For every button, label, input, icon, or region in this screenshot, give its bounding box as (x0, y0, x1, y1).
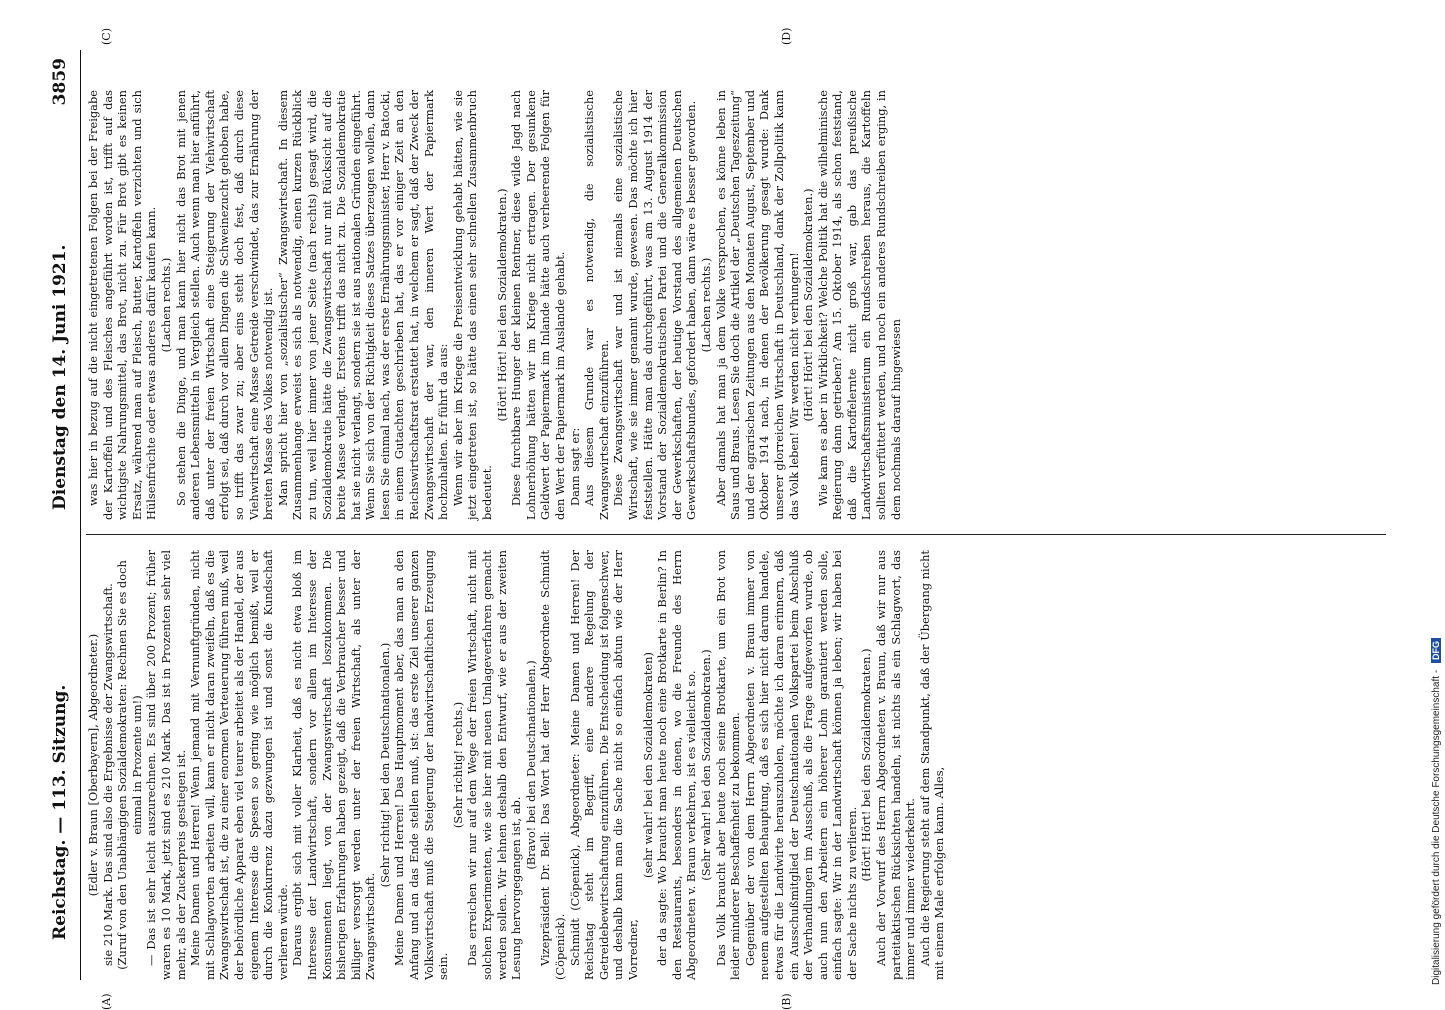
paragraph: Aber damals hat man ja dem Volke versprochen, es könne leben in Saus und Braus. Lesen Sie doch die Artikel der „Deutschen Tageszeitung“ und der agrarischen Zeitungen aus den Monaten August, September und Oktober 1914 nach, in denen der Bevölkerung gesagt wurde: Dank unserer glorreichen Wirtschaft in Deutschland, dank der Zollpolitik kann das Volk leben! Wir werden nicht verhungern! (713, 90, 801, 520)
paragraph: Daraus ergibt sich mit voller Klarheit, daß es nicht etwa bloß im Interesse der Landwirtschaft, sondern vor allem im Interesse der Konsumenten liegt, von der Zwangswirtschaft loszukommen. Die bisherigen Erfahrungen haben gezeigt, daß die Verbraucher besser und billiger versorgt werden unter der freien Wirtschaft, als unter der Zwangswirtschaft. (290, 550, 378, 980)
paragraph: was hier in bezug auf die nicht eingetretenen Folgen bei der Freigabe der Kartoffeln und des Fleisches angeführt worden ist, trifft auf das wichtigste Nahrungsmittel, das Brot, nicht zu. Für Brot gibt es keinen Ersatz, während man auf Fleisch, Butter, Kartoffeln verzichten und sich Hülsenfrüchte oder etwas anderes dafür kaufen kann. (86, 90, 159, 520)
paragraph: Auch der Vorwurf des Herrn Abgeordneten v. Braun, daß wir nur aus parteitaktischen Rücksichten handeln, ist nichts als ein Schlagwort, das immer und immer wiederkehrt. (874, 550, 918, 980)
text-column-left (86, 550, 1386, 980)
paragraph: Diese furchtbare Hunger der kleinen Rentner, diese wilde Jagd nach Lohnerhöhung hätten wir im Kriege nicht ertragen. Der gesunkene Geldwert der Papiermark im Inlande hätte auch verheerende Folgen für den Wert der Papiermark im Auslande gehabt. (509, 90, 567, 520)
column-divider (86, 534, 1386, 535)
paragraph: (Zuruf von den Unabhängigen Sozialdemokraten: Rechnen Sie es doch einmal in Prozente um!) (115, 560, 144, 970)
paragraph: (Sehr wahr! bei den Sozialdemokraten.) (698, 649, 713, 881)
margin-marker-d: (D) (780, 27, 793, 45)
header-page-number: 3859 (50, 58, 70, 106)
paragraph: (sehr wahr! bei den Sozialdemokraten) (640, 652, 655, 878)
paragraph: Das erreichen wir nur auf dem Wege der freien Wirtschaft, nicht mit solchen Experimenten, wie sie hier mit neuen Umlageverfahren gemacht werden sollen. Wir lehnen deshalb den Entwurf, wie er aus der zweiten Lesung hervorgegangen ist, ab. (465, 550, 524, 980)
paragraph: Wie kam es aber in Wirklichkeit? Welche Politik hat die wilhelminische Regierung dann getrieben? Am 15. Oktober 1914, als schon feststand, daß die Kartoffelernte nicht groß war, gab das preußische Landwirtschaftsministerium ein Rundschreiben heraus, die Kartoffeln sollten verfüttert werden, und noch ein anderes Rundschreiben erging, in dem nochmals darauf hingewiesen (815, 90, 903, 520)
paragraph: Vizepräsident Dr. Bell: Das Wort hat der Herr Abgeordnete Schmidt (Cöpenick). (538, 550, 567, 980)
paragraph: Schmidt (Cöpenick), Abgeordneter: Meine Damen und Herren! Der Reichstag steht im Begriff, eine andere Regelung der Getreidebewirtschaftung einzuführen. Die Entscheidung ist folgenschwer, und deshalb kann man die Sache nicht so einfach abtun wie der Herr Vorredner, (567, 550, 640, 980)
paragraph: (Sehr richtig! bei den Deutschnationalen.) (377, 642, 392, 888)
paragraph: Diese Zwangswirtschaft war und ist niemals eine sozialistische Wirtschaft, wie sie immer genannt wurde, gewesen. Das möchte ich hier feststellen. Hätte man das durchgeführt, was am 13. August 1914 der Vorstand der Sozialdemokratischen Partei und die Generalkommission der Gewerkschaften, der heutige Vorstand des allgemeinen Deutschen Gewerkschaftsbundes, gefordert haben, dann wäre es besser geworden. (611, 90, 699, 520)
header-center: Dienstag den 14. Juni 1921. (50, 244, 70, 510)
margin-marker-a: (A) (100, 993, 113, 1010)
paragraph: Wenn wir aber im Kriege die Preisentwicklung gehabt hätten, wie sie jetzt eingetreten ist, so hätte das einen sehr schnellen Zusammenbruch bedeutet. (450, 90, 495, 520)
paragraph: (Hört! Hört! bei den Sozialdemokraten.) (859, 648, 874, 882)
paragraph: (Lachen rechts.) (158, 257, 173, 353)
paragraph: — Das ist sehr leicht auszurechnen. Es sind über 200 Prozent; früher waren es 10 Mark, jetzt sind es 210 Mark. Das ist in Prozenten sehr viel mehr, als der Zuckerpreis gestiegen ist. (144, 550, 188, 980)
margin-marker-b: (B) (780, 993, 793, 1010)
paragraph: (Hört! Hört! bei den Sozialdemokraten.) (494, 188, 509, 422)
paragraph: (Hört! Hört! bei den Sozialdemokraten.) (801, 188, 816, 422)
credit-text: Digitalisierung gefördert durch die Deutsche Forschungsgemeinschaft - (1431, 669, 1442, 985)
paragraph: (Bravo! bei den Deutschnationalen.) (523, 660, 538, 870)
paragraph: So stehen die Dinge, und man kann hier nicht das Brot mit jenen anderen Lebensmitteln in Vergleich stellen. Auch wenn man hier anführt, daß unter der freien Wirtschaft eine Steigerung der Viehwirtschaft erfolgt sei, daß durch vor allem Dingen die Schweinezucht gehoben habe, so trifft das zwar zu; aber eins steht doch fest, daß durch diese Viehwirtschaft eine Masse Getreide verschwindet, das zur Ernährung der breiten Masse des Volkes notwendig ist. (173, 90, 276, 520)
paragraph: (Edler v. Braun [Oberbayern], Abgeordneter.) (86, 633, 100, 897)
paragraph: Aus diesem Grunde war es notwendig, die sozialistische Zwangswirtschaft einzuführen. (582, 90, 611, 520)
paragraph: Meine Damen und Herren! Wenn jemand mit Vernunftgründen, nicht mit Schlagworten arbeiten will, kann er nicht daran zweifeln, daß es die Zwangswirtschaft ist, die zu einer enormen Verteuerung führen muß, weil der behördliche Apparat eben viel teurer arbeitet als der Handel, der aus eigenem Interesse die Spesen so gering wie möglich bemißt, weil er durch die Konkurrenz dazu gezwungen ist und sonst die Kundschaft verlieren würde. (188, 550, 290, 980)
rotated-page (40, 27, 1400, 1010)
paragraph: Das Volk braucht aber heute noch seine Brotkarte, um ein Brot von leider minderer Beschaffenheit zu bekommen. (713, 550, 743, 980)
paragraph: (Lachen rechts.) (698, 257, 713, 353)
paragraph: (Sehr richtig! rechts.) (450, 701, 465, 829)
page-header (40, 50, 81, 980)
paragraph: Man spricht hier von „sozialistischer“ Zwangswirtschaft. In diesem Zusammenhange erweist es sich als notwendig, einen kurzen Rückblick zu tun, weil hier immer von jener Seite (nach rechts) gesagt wird, die Sozialdemokratie hätte die Zwangswirtschaft nur mit Rücksicht auf die breite Masse verlangt. Erstens trifft das nicht zu. Die Sozialdemokratie hat sie nicht verlangt, sondern sie ist aus nationalen Gründen eingeführt. Wenn Sie sich von der Richtigkeit dieses Satzes überzeugen wollen, dann lesen Sie einmal nach, was der erste Ernährungsminister, Herr v. Batocki, in einem Gutachten geschrieben hat, das er vor einiger Zeit an den Reichswirtschaftsrat erstattet hat, in welchem er sagt, daß der Zweck der Zwangswirtschaft der war, den inneren Wert der Papiermark hochzuhalten. Er führt da aus: (275, 90, 451, 520)
text-column-right (86, 90, 1386, 520)
header-left: Reichstag. — 113. Sitzung. (50, 684, 70, 940)
paragraph: der da sagte: Wo braucht man heute noch eine Brotkarte in Berlin? In den Restaurants, besonders in denen, wo die Freunde des Herrn Abgeordneten v. Braun verkehren, ist es vielleicht so. (655, 550, 699, 980)
paragraph: Meine Damen und Herren! Das Hauptmoment aber, das man an den Anfang und an das Ende stellen muß, ist: das erste Ziel unserer ganzen Volkswirtschaft muß die Steigerung der landwirtschaftlichen Erzeugung sein. (392, 550, 451, 980)
margin-marker-c: (C) (100, 28, 113, 45)
digitization-credit (1418, 10, 1442, 995)
paragraph: sie 210 Mark. Das sind also die Ergebnisse der Zwangswirtschaft. (100, 583, 115, 966)
dfg-logo: DFG (1431, 638, 1441, 663)
paragraph: Auch die Regierung steht auf dem Standpunkt, daß der Übergang nicht mit einem Male erfolgen kann. Alles, (917, 550, 947, 980)
paragraph: Gegenüber der von dem Herrn Abgeordneten v. Braun immer von neuem aufgestellten Behauptung, daß es sich hier nicht darum handele, etwas für die Landwirte herauszuholen, möchte ich daran erinnern, daß ein Ausschußmitglied der Deutschnationalen Volkspartei beim Abschluß der Verhandlungen im Ausschuß, als die Frage aufgeworfen wurde, ob auch nun den Arbeitern ein höherer Lohn garantiert werden solle, einfach sagte: Wir in der Landwirtschaft können ja leben; wir haben bei der Sache nichts zu verlieren. (742, 550, 859, 980)
paragraph: Dann sagt er: (567, 427, 582, 506)
